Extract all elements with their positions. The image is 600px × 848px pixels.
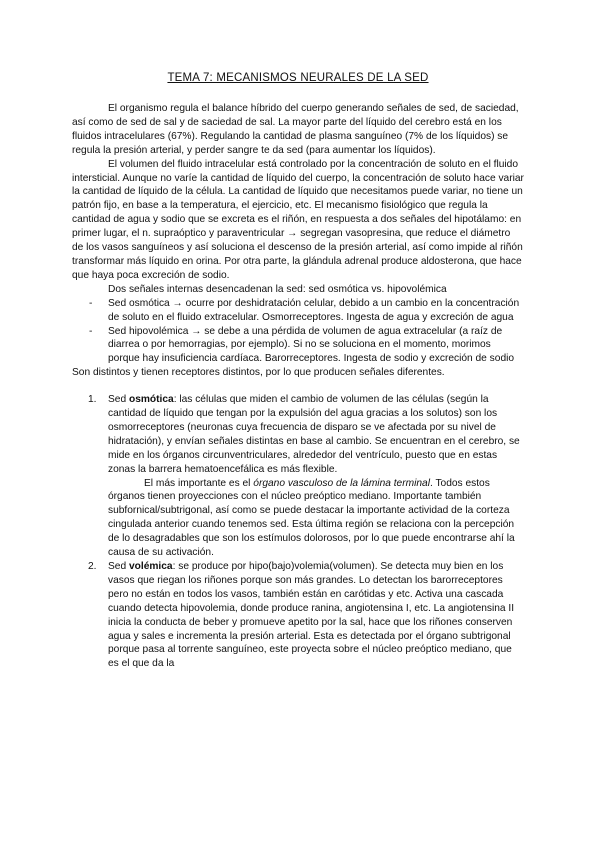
item-number: 1. — [88, 394, 97, 406]
item-prefix: Sed — [108, 561, 129, 572]
item-keyword: volémica — [128, 561, 173, 572]
numbered-item-osmotic — [72, 393, 524, 476]
item-number: 2. — [88, 561, 97, 572]
spacer — [72, 380, 524, 393]
document-page — [72, 72, 524, 671]
paragraph-intro: El organismo regula el balance híbrido del cuerpo generando señales de sed, de saciedad, así como de sed de sal y de saciedad de sal. La mayor parte del líquido del cerebro está en los fluidos intracelulares (67%). Regulando la cantidad de plasma sanguíneo (7% de los líquidos) se regula la presión arterial, y perder sangre te da sed (para aumentar los líquidos). — [72, 103, 519, 156]
sub-prefix: El más importante es el — [144, 477, 254, 489]
item-text: : las células que miden el cambio de volumen de las células (según la cantidad de líquido que tengan por la expulsión del agua gracias a los solutos) son los osmorreceptores (neuronas cuya frecuencia de disparo se ve afectada por su nivel de hidratación), y envían señales distintas en base al cambio. Se encuentran en el cerebro, se mide en los órganos circunventriculares, alrededor del ventrículo, puesto que en estas zonas la barrera hematoencefálica es más flexible. — [108, 394, 520, 475]
list-item-osmotic — [72, 297, 524, 325]
item-keyword: osmótica — [128, 394, 174, 406]
paragraph-two-signals: Dos señales internas desencadenan la sed: sed osmótica vs. hipovolémica — [108, 283, 447, 295]
list-item-text: Sed hipovolémica → se debe a una pérdida de volumen de agua extracelular (a raíz de diarrea o por hemorragias, por ejemplo). Si no se soluciona en el momento, morimos porque hay insuficiencia cardíaca. Barorreceptores. Ingesta de sodio y excreción de sodio — [108, 325, 515, 365]
page-title: TEMA 7: MECANISMOS NEURALES DE LA SED — [167, 72, 429, 84]
item-text: : se produce por hipo(bajo)volemia(volumen). Se detecta muy bien en los vasos que riegan los riñones porque son más grandes. Lo detectan los barorreceptores pero no están en todos los vasos, también están en carótidas y etc. Activa una cascada cuando detecta hipovolemia, donde produce ranina, angiotensina I, etc. La angiotensina II inicia la conducta de beber y promueve apetito por la sal, hace que los riñones conserven agua y sales e incrementa la presión arterial. Esta es detectada por el órgano subtrigonal porque pasa al torrente sanguíneo, este proyecta sobre el núcleo preóptico mediano, que es el que da la — [108, 561, 515, 670]
organ-name: órgano vasculoso de la lámina terminal — [253, 477, 430, 489]
numbered-item-volemic — [72, 560, 524, 671]
numbered-item-osmotic-sub — [72, 477, 524, 560]
paragraph-distinct-receptors: Son distintos y tienen receptores distintos, por lo que producen señales diferentes. — [72, 367, 445, 379]
paragraph-intracellular: El volumen del fluido intracelular está controlado por la concentración de soluto en el fluido intersticial. Aunque no varíe la cantidad de líquido del cuerpo, la concentración de soluto hace variar la cantidad de líquido de la célula. La cantidad de líquido que necesitamos puede variar, no tiene un patrón fijo, en base a la temperatura, el ejercicio, etc. El mecanismo fisiológico que regula la cantidad de agua y sodio que se excreta es el riñón, en respuesta a dos señales del hipotálamo: en primer lugar, el n. supraóptico y paraventricular → segregan vasopresina, que reduce el diámetro de los vasos sanguíneos y así soluciona el descenso de la presión arterial, así como impide al riñón transformar más líquido en orina. Por otra parte, la glándula adrenal produce aldosterona, que hace que haya poca excreción de sodio. — [72, 158, 524, 281]
list-item-hypovolemic — [72, 325, 524, 367]
sub-text: . Todos estos órganos tienen proyecciones con el núcleo preóptico mediano. Importante también subfornical/subtrigonal, así como se puede destacar la importante actividad de la corteza cingulada anterior cuando tenemos sed. Esta última región se relaciona con la percepción de lo desagradables que son los estímulos dolorosos, por lo que puede encontrarse ahí la causa de su activación. — [108, 477, 515, 559]
item-prefix: Sed — [108, 394, 129, 406]
list-item-text: Sed osmótica → ocurre por deshidratación celular, debido a un cambio en la concentración de soluto en el fluido extracelular. Osmorreceptores. Ingesta de agua y excreción de agua — [108, 297, 520, 323]
dash-bullet: - — [89, 297, 93, 309]
dash-bullet: - — [89, 325, 93, 337]
